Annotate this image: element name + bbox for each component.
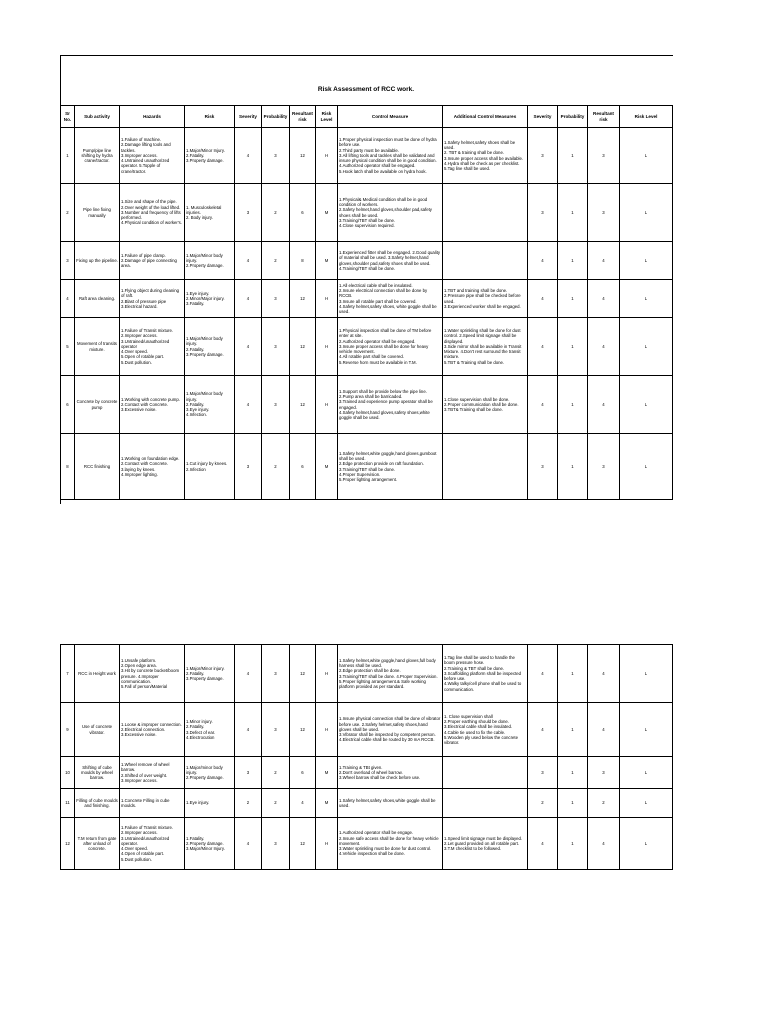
resultant-risk-after-cell: 4 [588,280,620,318]
sub-activity-cell: Use of concrete vibrator. [75,703,120,757]
sub-activity-cell: Pump/pipe line shifting by hydra crane/tractor. [75,128,120,184]
risk-cell: 1. Musculoskeletal injuries. 2. Body injury. [185,184,235,242]
risk-cell: 1.Minor injury. 2.Fatality. 3.Defect of ear. 4.Electrocution [185,703,235,757]
probability-cell: 3 [262,280,290,318]
resultant-risk-after-cell: 4 [588,242,620,280]
col-header: Additional Control Measures [443,106,528,128]
hazards-cell: 1.Working with concrete pump. 2.Contact with Concrete. 3.Excessive noise. [120,376,185,434]
resultant-risk-after-cell: 2 [588,789,620,818]
risk-level-after-cell: L [620,128,673,184]
col-header: Resultant risk [588,106,620,128]
risk-level-after-cell: L [620,818,673,870]
severity-cell: 3 [235,757,262,789]
table-row [61,434,673,500]
risk-level-after-cell: L [620,184,673,242]
resultant-risk-cell: 12 [290,318,316,376]
control-measure-cell: 1.Proper physical inspection must be done of hydra before use. 2.Third party must be available. 3.All lifting tools and tackles shall be validated and insure physical condition shall be in good condition. 4.Authorized operator shall be engaged. 5.Hook latch shall be available on hydra hook. [338,128,443,184]
probability-after-cell: 1 [558,703,588,757]
probability-after-cell: 1 [558,757,588,789]
severity-cell: 4 [235,280,262,318]
sub-activity-cell: Concrete by concrete pump [75,376,120,434]
risk-level-after-cell: L [620,434,673,500]
sr-cell: 3 [61,242,75,280]
risk-level-cell: M [316,184,338,242]
probability-cell: 3 [262,703,290,757]
sub-activity-cell: Shifting of cube moulds by wheel barrow. [75,757,120,789]
risk-level-after-cell: L [620,280,673,318]
probability-cell: 2 [262,434,290,500]
severity-after-cell: 3 [528,434,558,500]
risk-level-after-cell: L [620,318,673,376]
risk-cell: 1.Cut injury by knees. 2.Infection [185,434,235,500]
severity-cell: 3 [235,434,262,500]
col-header: Risk Level [620,106,673,128]
resultant-risk-after-cell: 4 [588,703,620,757]
hazards-cell: 1.Failure of Transit mixture. 2.Improper access. 3.Untrained/unauthorized operator 4.Over speed. 5.Open of rotable part. 5.Dust pollution. [120,318,185,376]
resultant-risk-cell: 6 [290,757,316,789]
risk-level-cell: H [316,645,338,703]
col-header: Severity [235,106,262,128]
risk-level-cell: M [316,434,338,500]
resultant-risk-cell: 4 [290,789,316,818]
resultant-risk-cell: 12 [290,703,316,757]
additional-control-cell [443,242,528,280]
resultant-risk-after-cell: 4 [588,376,620,434]
risk-level-cell: H [316,128,338,184]
col-header: Hazards [120,106,185,128]
severity-cell: 4 [235,703,262,757]
additional-control-cell: 1.Water sprinkling shall be done for dust control. 2.Speed limit signage shall be displayed. 3.Side mirror shall be available in Transit Mixture. 4.Don't rest surround the transit mixture. 5.TBT & Training shall be done. [443,318,528,376]
risk-level-cell: M [316,242,338,280]
sr-cell: 12 [61,818,75,870]
hazards-cell: 1.Failure of pipe clamp. 2.Damage of pipe connecting area. [120,242,185,280]
probability-after-cell: 1 [558,318,588,376]
hazards-cell: 1.Working on foundation edge. 2.Contact with Concrete. 3.laying by knees. 4.Improper lighting. [120,434,185,500]
probability-after-cell: 1 [558,376,588,434]
document-title: Risk Assessment of RCC work. [317,86,415,93]
additional-control-cell: 1.Close supervision shall be done. 2.Proper communication shall be done. 3.TBT& Training shall be done. [443,376,528,434]
probability-after-cell: 1 [558,280,588,318]
sub-activity-cell: Movement of transits mixture. [75,318,120,376]
hazards-cell: 1.Size and shape of the pipe. 2.Over weight of the load lifted. 3.Number and frequency of lifts performed. 4.Physical condition of worker's. [120,184,185,242]
sub-activity-cell: Raft area cleaning. [75,280,120,318]
control-measure-cell: 1.Training & TBt given. 2.Don't overload of wheel barrow. 3.Wheel barrow shall be check before use. [338,757,443,789]
sub-activity-cell: RCC finishing [75,434,120,500]
table-row [61,703,673,757]
additional-control-cell [443,184,528,242]
severity-after-cell: 4 [528,242,558,280]
resultant-risk-after-cell: 4 [588,318,620,376]
probability-cell: 3 [262,376,290,434]
probability-cell: 2 [262,757,290,789]
table-row [61,789,673,818]
sub-activity-cell: Filling of cube moulds and finishing. [75,789,120,818]
severity-cell: 4 [235,128,262,184]
sr-cell: 11 [61,789,75,818]
risk-level-cell: M [316,757,338,789]
hazards-cell: 1.Concrete Filling in cube moulds. [120,789,185,818]
resultant-risk-cell: 8 [290,242,316,280]
control-measure-cell: 1.Physical inspection shall be done of TM before enter at site. 2.Authorized operator shall be engaged. 3.Insure proper access shall be done for heavy vehicle movement. 4.All rotable part shall be covered. 5.Reverse horn must be available in T.M. [338,318,443,376]
probability-after-cell: 1 [558,789,588,818]
control-measure-cell: 1.Insure physical connection shall be done of vibrator before use. 2.Safety helmet,safety shoes,hand gloves shall be used. 3.Vibrator shall be inspected by competent person. 4.Electrical cable shall be routed by 30 mA RCCB. [338,703,443,757]
risk-level-after-cell: L [620,645,673,703]
probability-cell: 3 [262,818,290,870]
resultant-risk-after-cell: 3 [588,434,620,500]
resultant-risk-cell: 12 [290,376,316,434]
control-measure-cell: 1.Safety helmet,white goggle,hand gloves,gumboot shall be used. 2.Edge protection provide on raft foundation. 3.Training/TBT shall be done. 4.Proper Supervision. 5.Proper lighting arrangement. [338,434,443,500]
severity-after-cell: 4 [528,703,558,757]
risk-table-page-2 [60,644,673,870]
probability-after-cell: 1 [558,128,588,184]
severity-cell: 2 [235,789,262,818]
risk-cell: 1.Major/Minor body injury. 2.Property damage. [185,242,235,280]
severity-after-cell: 4 [528,280,558,318]
risk-level-after-cell: L [620,242,673,280]
resultant-risk-after-cell: 3 [588,757,620,789]
control-measure-cell: 1.All electrical cable shall be insulated. 2.Insure electrical connection shall be done by RCCB. 3.Insure all rotable part shall be covered. 4.Safety helmet,safety shoes, white goggle shall be used. [338,280,443,318]
risk-level-cell: H [316,818,338,870]
risk-cell: 1.Major/Minor Injury. 2.Fatality. 3.Property damage. [185,128,235,184]
sr-cell: 8 [61,434,75,500]
resultant-risk-cell: 6 [290,184,316,242]
severity-after-cell: 4 [528,376,558,434]
resultant-risk-after-cell: 3 [588,128,620,184]
probability-cell: 3 [262,128,290,184]
control-measure-cell: 1.Authorized operator shall be engage. 2.Insure safe access shall be done for heavy vehicle movement. 3.Water sprinkling must be done for dust control. 4.Vehicle inspection shall be done. [338,818,443,870]
table-row [61,280,673,318]
control-measure-cell: 1.Experienced fitter shall be engaged. 2.Good quality of material shall be used. 3.Safety helmet,hand gloves,shoulder pad,safety shoes shall be used. 4.Training/TBT shall be done. [338,242,443,280]
risk-level-after-cell: L [620,789,673,818]
additional-control-cell [443,434,528,500]
risk-cell: 1.Eye injury. [185,789,235,818]
table-row [61,318,673,376]
risk-cell: 1.Major/Minor body injury. 2.Fatality. 3.Eye injury. 4.Infection. [185,376,235,434]
severity-cell: 4 [235,645,262,703]
probability-after-cell: 1 [558,818,588,870]
control-measure-cell: 1.Support shall be provide below the pipe line. 2.Pump area shall be barricaded. 3.Trained and experience pump operator shall be engaged. 4.Safety helmet,hand gloves,safety shoes,white goggle shall be used. [338,376,443,434]
severity-after-cell: 3 [528,128,558,184]
probability-cell: 3 [262,318,290,376]
resultant-risk-after-cell: 3 [588,184,620,242]
col-header: Sub activity [75,106,120,128]
header-row [61,106,673,128]
additional-control-cell: 1.Speed limit signage must be displayed. 2.Let guard provided on all rotable part. 3.T.M checklist to be followed. [443,818,528,870]
control-measure-cell: 1.Safety helmet,white goggle,hand gloves,full body harness shall be used. 2.Edge protection shall be done. 3.Training/TBT shall be done. 4.Proper Supervision. 5.Proper lighting arrangement.& Safe working platform provided as per standard. [338,645,443,703]
severity-after-cell: 4 [528,318,558,376]
col-header: Risk [185,106,235,128]
probability-cell: 2 [262,242,290,280]
table-row [61,376,673,434]
table-row [61,757,673,789]
resultant-risk-cell: 12 [290,818,316,870]
sr-cell: 4 [61,280,75,318]
risk-level-after-cell: L [620,376,673,434]
resultant-risk-after-cell: 4 [588,818,620,870]
hazards-cell: 1.Unsafe platform. 2.Open edge area. 3.Hit by concrete bucket/boom presure. 4.Improper communication. 5.Fall of person/Material [120,645,185,703]
col-header: Severity [528,106,558,128]
probability-after-cell: 1 [558,242,588,280]
severity-after-cell: 3 [528,184,558,242]
sr-cell: 10 [61,757,75,789]
additional-control-cell [443,789,528,818]
hazards-cell: 1.Wheel remove of wheel barrow. 2.Shifted of over weight. 3.Improper access. [120,757,185,789]
additional-control-cell: 1.TBT and training shall be done. 2.Pressure pipe shall be checked before used. 3.Experienced worker shall be engaged. [443,280,528,318]
resultant-risk-cell: 12 [290,645,316,703]
resultant-risk-cell: 12 [290,128,316,184]
severity-cell: 4 [235,242,262,280]
additional-control-cell [443,757,528,789]
risk-level-cell: H [316,376,338,434]
risk-level-after-cell: L [620,703,673,757]
hazards-cell: 1.Failure of machine. 2.Damage lifting tools and tackles. 3.Improper access. 4.Untrained unauthorized operator. 5.Topple of crane/tractor. [120,128,185,184]
resultant-risk-cell: 12 [290,280,316,318]
risk-level-cell: H [316,703,338,757]
risk-cell: 1.Eye injury. 2.Minor/Major injury. 3.Fatality. [185,280,235,318]
table-row [61,184,673,242]
severity-cell: 4 [235,376,262,434]
table-row [61,242,673,280]
severity-after-cell: 2 [528,789,558,818]
risk-level-after-cell: L [620,757,673,789]
risk-level-cell: H [316,280,338,318]
probability-cell: 2 [262,184,290,242]
sr-cell: 2 [61,184,75,242]
severity-after-cell: 3 [528,757,558,789]
risk-level-cell: M [316,789,338,818]
additional-control-cell: 1.Tag line shall be used to handle the boom pressure hose. 2.Training & TBT shall be done. 3.Scaffolding platform shall be inspected before use. 4.Walky talky/cell phone shall be used to communication. [443,645,528,703]
col-header: Control Measure [338,106,443,128]
sr-cell: 1 [61,128,75,184]
risk-cell: 1.Major/Minor injury. 2.Fatality. 3.Property damage. [185,645,235,703]
severity-cell: 4 [235,818,262,870]
sub-activity-cell: T.M return from gate after unload of concrete. [75,818,120,870]
probability-after-cell: 1 [558,184,588,242]
sr-cell: 6 [61,376,75,434]
sub-activity-cell: RCC in Height work [75,645,120,703]
risk-level-cell: H [316,318,338,376]
sr-cell: 7 [61,645,75,703]
severity-after-cell: 4 [528,645,558,703]
risk-table-page-1 [60,105,673,500]
control-measure-cell: 1.Physical& Medical condition shall be in good condition of workers. 2.Safety helmet,hand gloves,shoulder pad,safety shoes shall be used. 3.Training/TBT shall be done. 4.Close supervision required. [338,184,443,242]
table-row [61,818,673,870]
col-header: Probability [262,106,290,128]
hazards-cell: 1.Flying object during cleaning of raft. 2.Blast of pressure pipe 3.Electrical hazard. [120,280,185,318]
probability-cell: 3 [262,645,290,703]
hazards-cell: 1.Failure of Transit mixture. 2.Improper access. 3.Untrained/unauthorized operator. 4.Over speed. 4.Open of rotable part. 5.Dust pollution. [120,818,185,870]
risk-cell: 1.Major/Minor body injury. 2.Fatality. 3.Property damage. [185,318,235,376]
col-header: Sr No. [61,106,75,128]
risk-cell: 1.Major/minor body injury. 2.Property damage. [185,757,235,789]
control-measure-cell: 1.Safety helmet,safety shoes,white goggle shall be used. [338,789,443,818]
risk-cell: 1.Fatality. 2.Property damage. 3.Major/Minor Injury. [185,818,235,870]
sr-cell: 9 [61,703,75,757]
resultant-risk-after-cell: 4 [588,645,620,703]
sr-cell: 5 [61,318,75,376]
probability-cell: 2 [262,789,290,818]
col-header: Resultant risk [290,106,316,128]
col-header: Probability [558,106,588,128]
probability-after-cell: 1 [558,645,588,703]
sub-activity-cell: Fixing up the pipeline. [75,242,120,280]
sub-activity-cell: Pipe line fixing manually [75,184,120,242]
table-row [61,645,673,703]
additional-control-cell: 1. Close supervision shall 2.Proper earthing should be done. 3.Electrical cable shall be insulated. 4.Cable tie used to fix the cable. 5.Wooden ply used below the concrete vibrator. [443,703,528,757]
severity-cell: 4 [235,318,262,376]
resultant-risk-cell: 6 [290,434,316,500]
hazards-cell: 1.Loose & improper connection. 2.Electrical connection. 3.Excessive noise. [120,703,185,757]
severity-after-cell: 4 [528,818,558,870]
severity-cell: 3 [235,184,262,242]
probability-after-cell: 1 [558,434,588,500]
additional-control-cell: 1.Safety helmet,safety shoes shall be used. 2. TBT & training shall be done. 3.Insure proper access shall be available. 4.Hydra shall be check as per checklist. 5.Tag line shall be used. [443,128,528,184]
table-row [61,128,673,184]
col-header: Risk Level [316,106,338,128]
